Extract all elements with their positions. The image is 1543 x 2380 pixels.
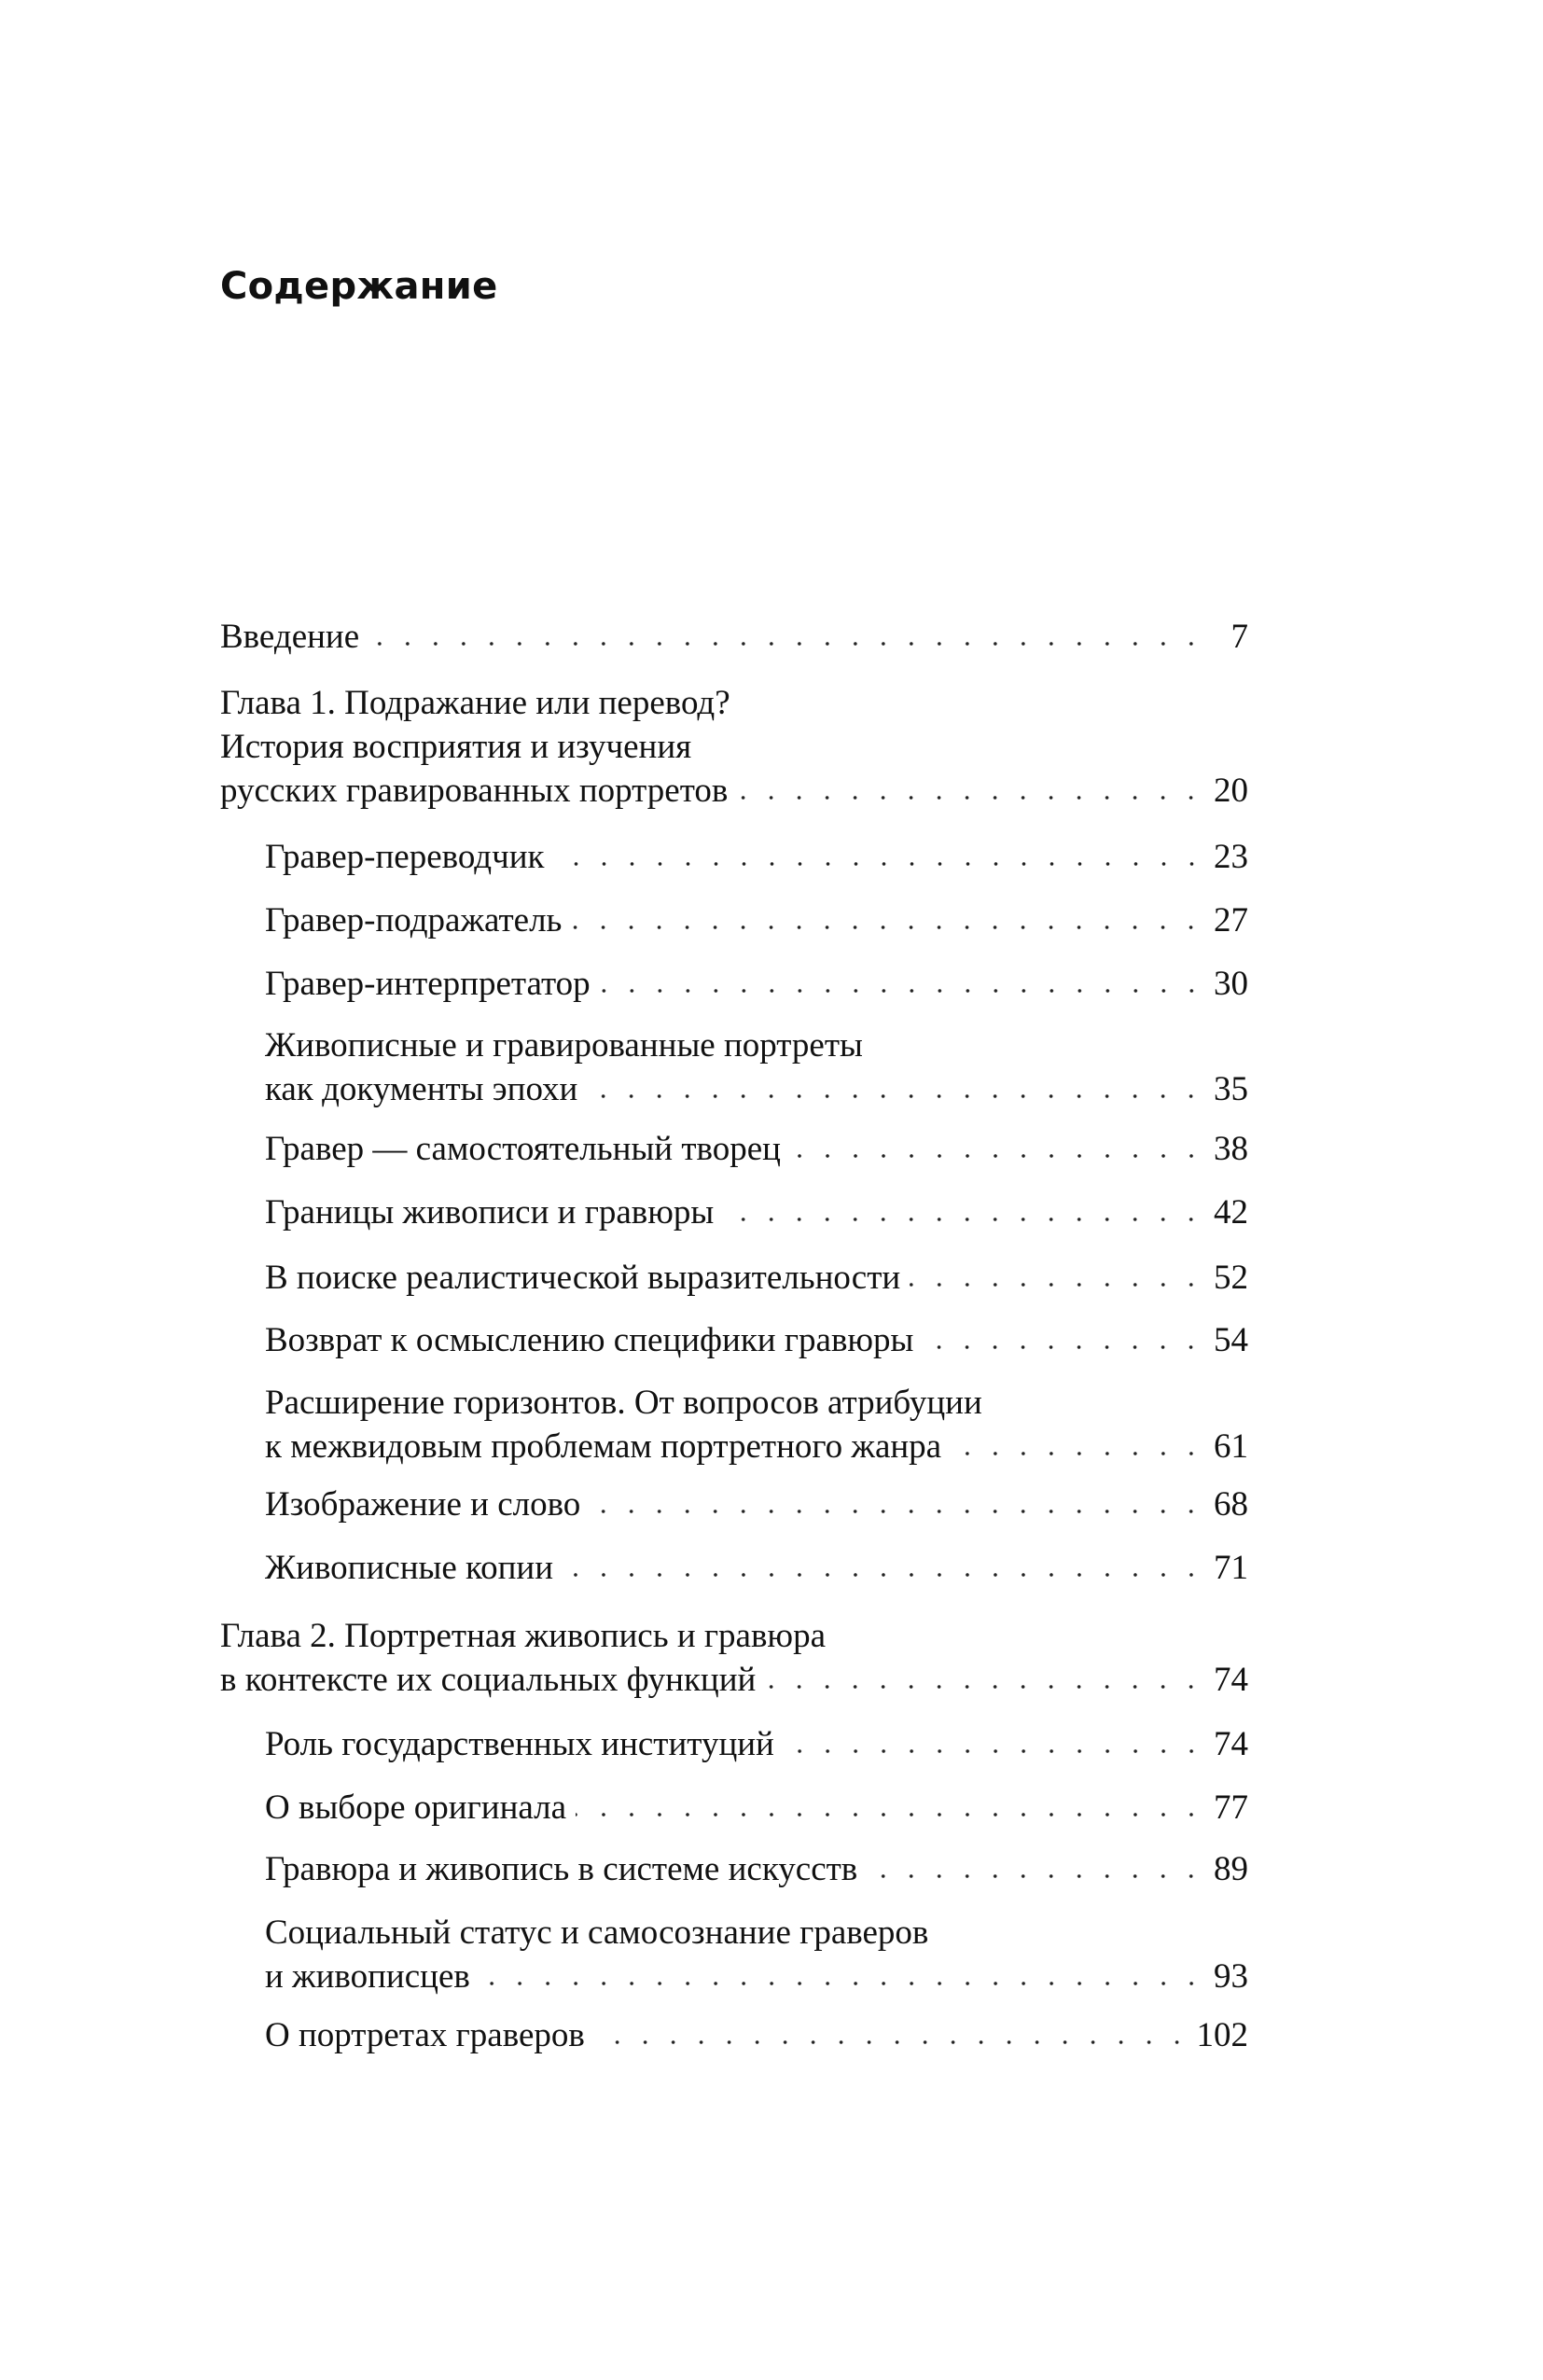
- dot-leader: [737, 794, 1205, 801]
- toc-entry[interactable]: [220, 681, 1248, 813]
- toc-entry[interactable]: [265, 1847, 1248, 1891]
- dot-leader: [571, 924, 1205, 931]
- toc-entry[interactable]: [265, 962, 1248, 1006]
- toc-page-number: 38: [1214, 1130, 1248, 1168]
- toc-entry[interactable]: [220, 615, 1248, 659]
- toc-entry-line: [265, 1067, 1248, 1111]
- toc-entry-title: Социальный статус и самосознание граверов: [265, 1914, 929, 1952]
- toc-entry-title: О выборе оригинала: [265, 1788, 567, 1827]
- toc-page-number: 42: [1214, 1193, 1248, 1232]
- toc-entry-line: [265, 2013, 1248, 2057]
- toc-entry[interactable]: [265, 2013, 1248, 2057]
- toc-entry-title: и живописцев: [265, 1957, 470, 1996]
- dot-leader: [723, 1216, 1205, 1223]
- dot-leader: [765, 1683, 1205, 1691]
- toc-entry[interactable]: [265, 1190, 1248, 1234]
- toc-entry-line: [220, 615, 1248, 659]
- toc-page-number: 35: [1214, 1070, 1248, 1108]
- toc-entry-title: как документы эпохи: [265, 1070, 578, 1108]
- toc-entry-title: Глава 1. Подражание или перевод?: [220, 684, 730, 722]
- toc-entry[interactable]: [265, 1786, 1248, 1830]
- toc-entry-line: [220, 769, 1248, 813]
- toc-entry-line: [265, 1381, 1248, 1425]
- dot-leader: [368, 640, 1205, 647]
- dot-leader: [594, 2039, 1191, 2046]
- toc-page-number: 54: [1214, 1321, 1248, 1359]
- toc-entry-title: Гравер-подражатель: [265, 901, 563, 939]
- toc-entry-title: Гравер-переводчик: [265, 838, 545, 876]
- toc-entry-title: Изображение и слово: [265, 1485, 581, 1524]
- toc-entry-line: [265, 962, 1248, 1006]
- toc-entry-title: Глава 2. Портретная живопись и гравюра: [220, 1617, 826, 1655]
- toc-entry[interactable]: [265, 1023, 1248, 1111]
- toc-entry-line: [265, 1786, 1248, 1830]
- toc-entry-line: [265, 1955, 1248, 1998]
- toc-entry-title: русских гравированных портретов: [220, 772, 729, 810]
- toc-page-number: 77: [1214, 1788, 1248, 1827]
- toc-page-number: 52: [1214, 1259, 1248, 1297]
- toc-entry[interactable]: [265, 898, 1248, 942]
- toc-entry-line: [265, 1911, 1248, 1955]
- dot-leader: [563, 1571, 1205, 1579]
- toc-page-number: 74: [1214, 1661, 1248, 1699]
- dot-leader: [587, 1093, 1205, 1100]
- dot-leader: [480, 1980, 1205, 1987]
- toc-entry-line: [220, 1614, 1248, 1658]
- toc-page-number: 30: [1214, 965, 1248, 1003]
- toc-entry-title: Границы живописи и гравюры: [265, 1193, 715, 1232]
- dot-leader: [576, 1811, 1205, 1818]
- toc-entry-title: Живописные копии: [265, 1549, 554, 1587]
- toc-entry[interactable]: [265, 1482, 1248, 1526]
- toc-entry-title: Расширение горизонтов. От вопросов атрибуции: [265, 1384, 982, 1422]
- dot-leader: [923, 1343, 1205, 1351]
- toc-entry-line: [265, 898, 1248, 942]
- toc-entry-title: О портретах граверов: [265, 2016, 585, 2054]
- dot-leader: [790, 1152, 1205, 1160]
- toc-entry[interactable]: [265, 1911, 1248, 1998]
- toc-entry-line: [265, 1722, 1248, 1766]
- toc-entry-line: [265, 1482, 1248, 1526]
- toc-page-number: 71: [1214, 1549, 1248, 1587]
- toc-entry-line: [265, 1023, 1248, 1067]
- toc-entry-line: [220, 725, 1248, 769]
- toc-page-number: 68: [1214, 1485, 1248, 1524]
- toc-entry-line: [265, 1425, 1248, 1468]
- toc-entry-title: Возврат к осмыслению специфики гравюры: [265, 1321, 914, 1359]
- toc-entry[interactable]: [265, 1127, 1248, 1171]
- toc-entry-title: Введение: [220, 618, 360, 656]
- toc-entry-title: к межвидовым проблемам портретного жанра: [265, 1427, 942, 1466]
- toc-entry-title: В поиске реалистической выразительности: [265, 1259, 901, 1297]
- toc-entry-title: Гравюра и живопись в системе искусств: [265, 1850, 858, 1888]
- toc-entry-line: [220, 681, 1248, 725]
- dot-leader: [590, 1508, 1205, 1515]
- toc-entry[interactable]: [265, 1318, 1248, 1362]
- toc-entry[interactable]: [265, 1256, 1248, 1300]
- toc-entry[interactable]: [265, 835, 1248, 879]
- dot-leader: [951, 1450, 1205, 1457]
- dot-leader: [554, 860, 1206, 868]
- dot-leader: [910, 1281, 1205, 1288]
- toc-entry-line: [265, 1318, 1248, 1362]
- page-title: Содержание: [220, 265, 498, 308]
- toc-page-number: 93: [1214, 1957, 1248, 1996]
- toc-page-number: 7: [1230, 618, 1248, 656]
- toc-entry[interactable]: [265, 1722, 1248, 1766]
- toc-entry-title: Роль государственных институций: [265, 1725, 774, 1763]
- toc-entry[interactable]: [220, 1614, 1248, 1702]
- dot-leader: [600, 987, 1205, 995]
- toc-page-number: 102: [1196, 2016, 1248, 2054]
- dot-leader: [784, 1747, 1205, 1755]
- toc-entry-line: [265, 1847, 1248, 1891]
- toc-page-number: 23: [1214, 838, 1248, 876]
- toc-entry-line: [220, 1658, 1248, 1702]
- toc-entry-line: [265, 1256, 1248, 1300]
- toc-page-number: 61: [1214, 1427, 1248, 1466]
- toc-entry-line: [265, 1190, 1248, 1234]
- toc-entry[interactable]: [265, 1381, 1248, 1468]
- toc-page-number: 27: [1214, 901, 1248, 939]
- toc-entry-title: Гравер — самостоятельный творец: [265, 1130, 781, 1168]
- toc-entry-title: Живописные и гравированные портреты: [265, 1026, 863, 1065]
- toc-page-number: 74: [1214, 1725, 1248, 1763]
- toc-entry-title: в контексте их социальных функций: [220, 1661, 757, 1699]
- toc-entry[interactable]: [265, 1546, 1248, 1590]
- toc-page-number: 89: [1214, 1850, 1248, 1888]
- toc-entry-title: Гравер-интерпретатор: [265, 965, 591, 1003]
- toc-entry-line: [265, 835, 1248, 879]
- toc-page-number: 20: [1214, 772, 1248, 810]
- toc-entry-line: [265, 1127, 1248, 1171]
- dot-leader: [867, 1872, 1205, 1880]
- toc-entry-title: История восприятия и изучения: [220, 728, 692, 766]
- toc-entry-line: [265, 1546, 1248, 1590]
